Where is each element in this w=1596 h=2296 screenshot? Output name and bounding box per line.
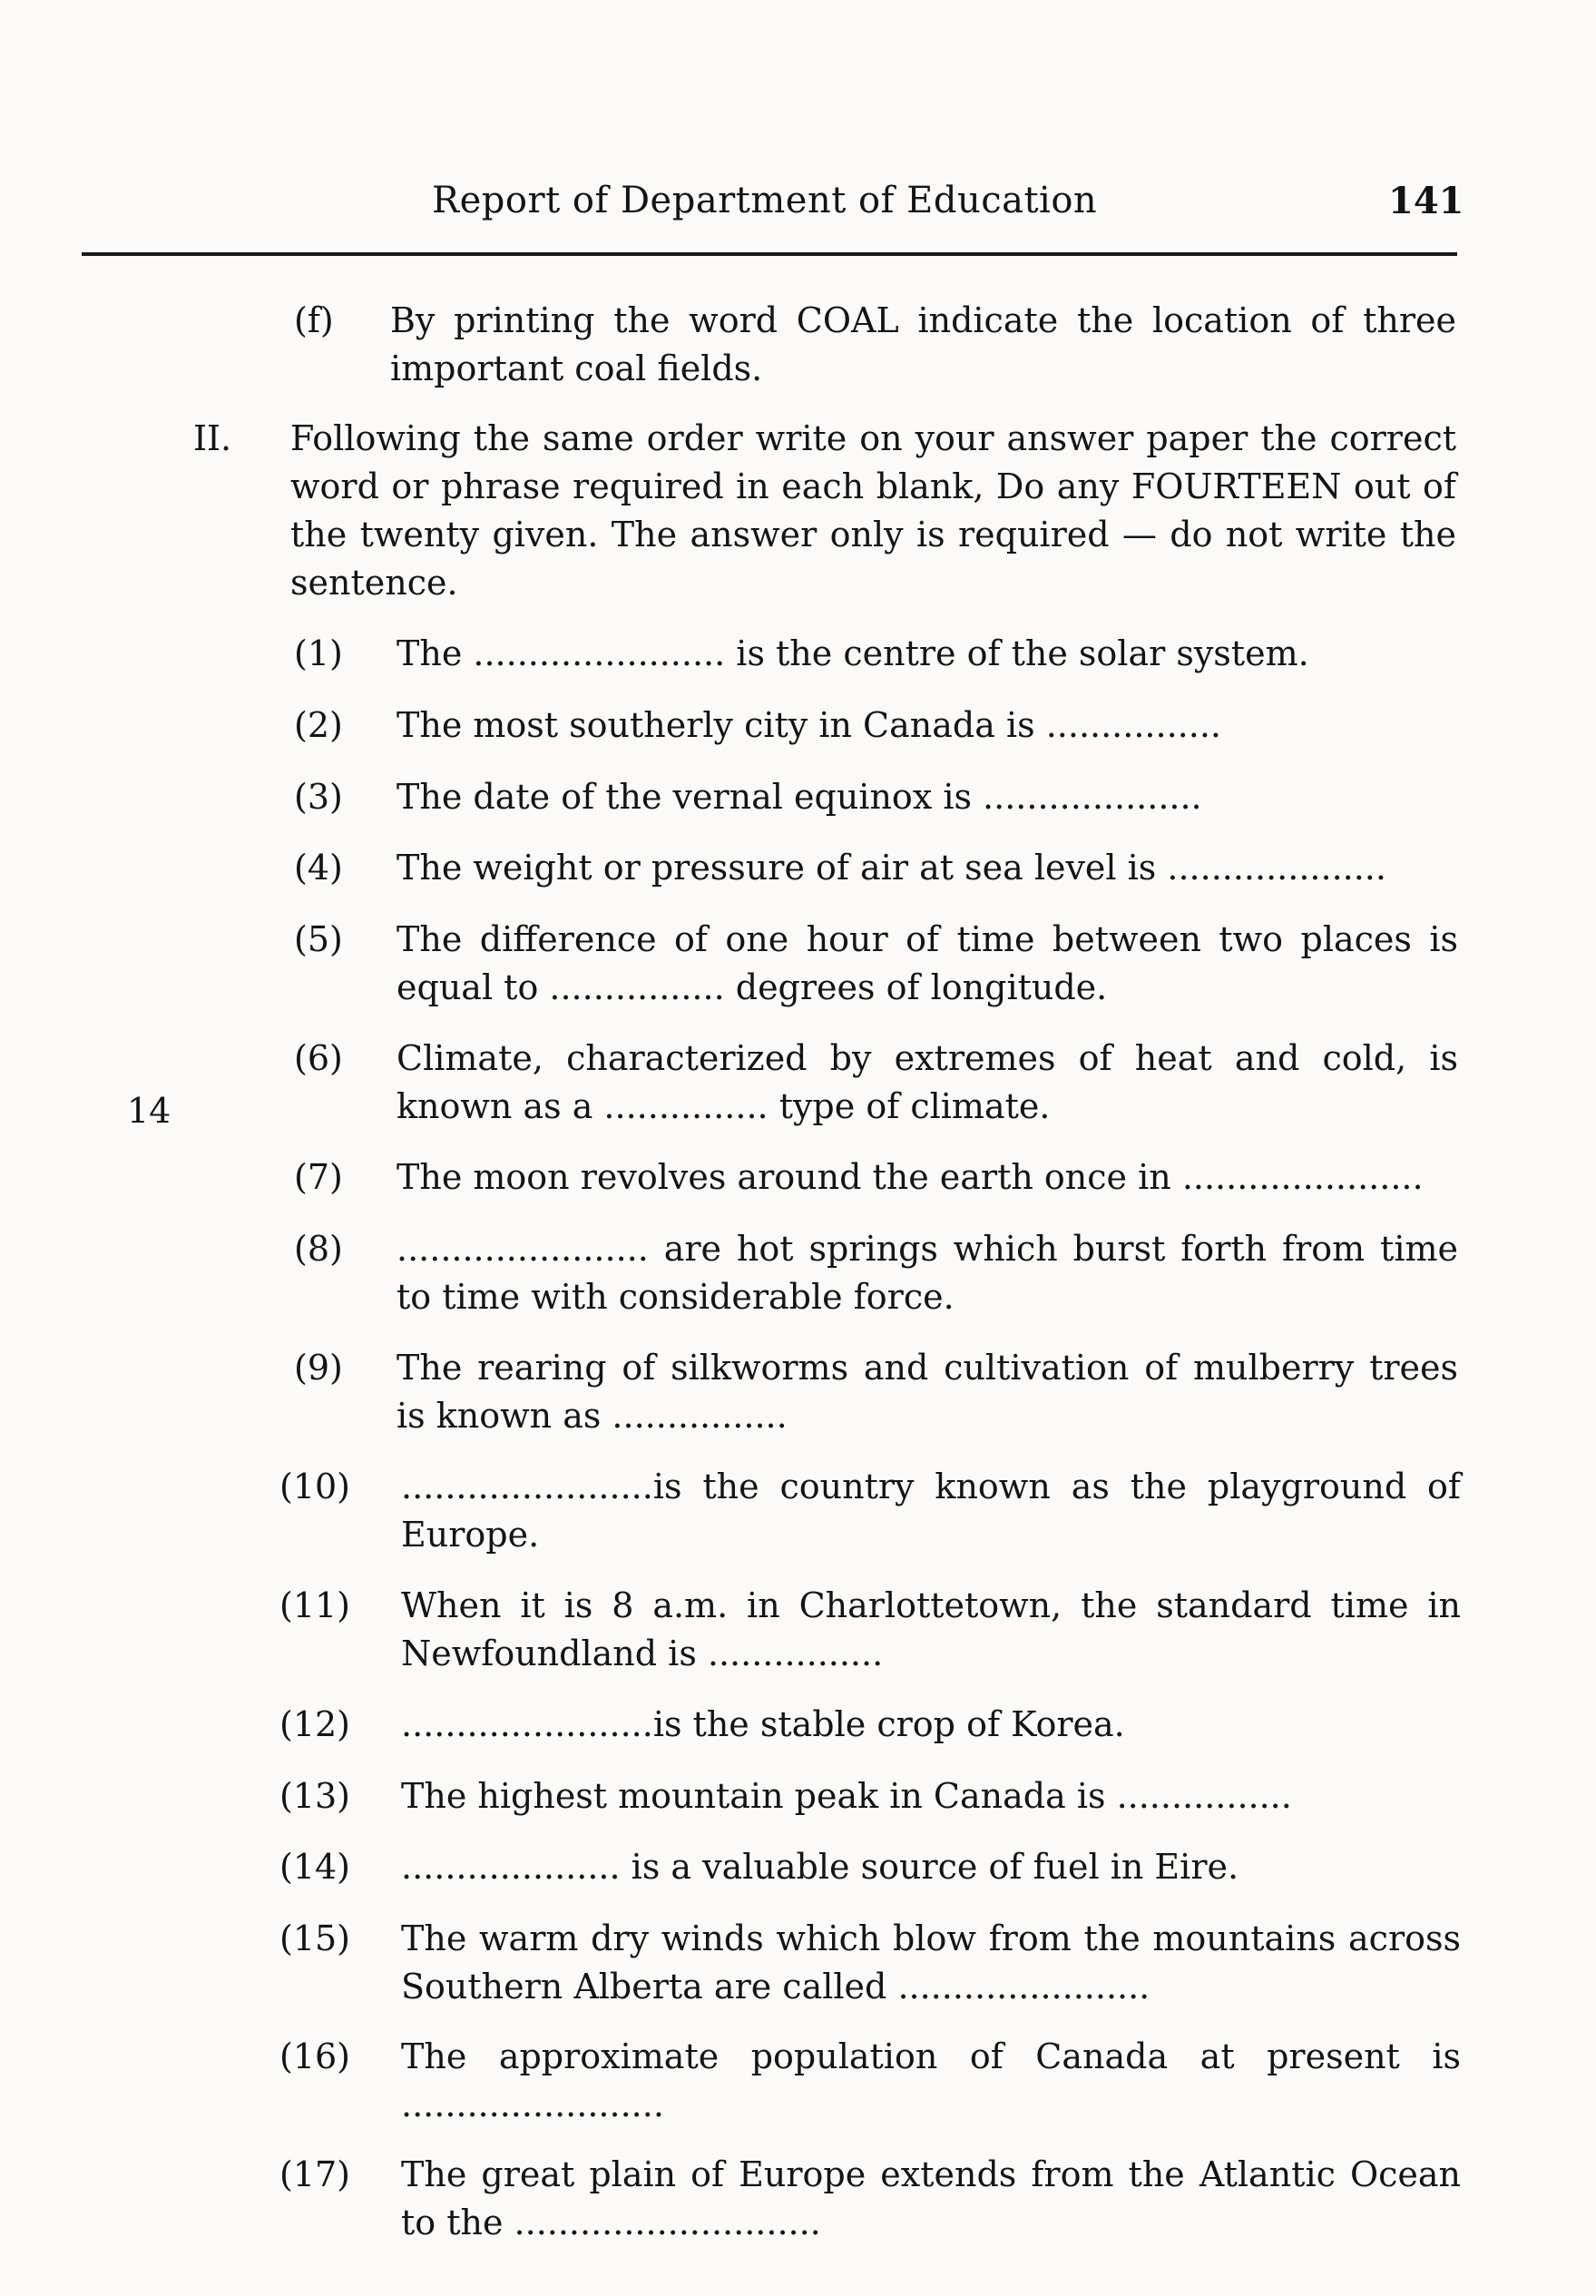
question-number: (11) xyxy=(279,1585,351,1625)
question-number: (14) xyxy=(279,1847,351,1887)
question-text: The rearing of silkworms and cultivation of mulberry trees is known as ................ xyxy=(397,1348,1458,1436)
question-number: (1) xyxy=(294,633,343,673)
header-rule xyxy=(82,252,1457,256)
question-text: The ....................... is the centre of the solar system. xyxy=(397,633,1309,673)
page-number: 141 xyxy=(1388,180,1464,222)
question-number: (17) xyxy=(279,2154,351,2194)
question-number: (15) xyxy=(279,1918,351,1958)
section-ii-instructions: Following the same order write on your answer paper the correct word or phrase required in each blank, Do any FOURTEEN out of the twenty given. The answer only is required — do not write the sentence. xyxy=(290,418,1456,603)
question-number: (16) xyxy=(279,2036,351,2076)
question-number: (7) xyxy=(294,1157,343,1197)
question-text: The approximate population of Canada at present is ........................ xyxy=(401,2036,1461,2124)
question-number: (12) xyxy=(279,1704,351,1744)
question-text: .......................is the stable crop of Korea. xyxy=(401,1704,1125,1744)
part-f-text: By printing the word COAL indicate the location of three important coal fields. xyxy=(390,300,1456,388)
question-text: .......................is the country known as the playground of Europe. xyxy=(401,1467,1461,1555)
question-text: When it is 8 a.m. in Charlottetown, the standard time in Newfoundland is ................ xyxy=(401,1585,1461,1673)
question-text: .................... is a valuable source of fuel in Eire. xyxy=(401,1847,1239,1887)
question-text: The most southerly city in Canada is ................ xyxy=(397,705,1221,745)
question-number: (5) xyxy=(294,919,343,959)
question-text: The highest mountain peak in Canada is ................ xyxy=(401,1776,1292,1816)
question-number: (9) xyxy=(294,1348,343,1388)
question-text: ....................... are hot springs which burst forth from time to time with considerable force. xyxy=(397,1229,1458,1317)
question-number: (10) xyxy=(279,1467,351,1506)
question-number: (8) xyxy=(294,1229,343,1269)
question-text: The weight or pressure of air at sea level is .................... xyxy=(397,848,1386,888)
question-number: (6) xyxy=(294,1038,343,1078)
section-ii-label: II. xyxy=(193,418,232,458)
question-number: (2) xyxy=(294,705,343,745)
question-number: (3) xyxy=(294,777,343,817)
question-text: The great plain of Europe extends from the Atlantic Ocean to the ............................ xyxy=(401,2154,1461,2242)
question-text: The moon revolves around the earth once in ...................... xyxy=(397,1157,1424,1197)
question-text: Climate, characterized by extremes of heat and cold, is known as a ............... type of climate. xyxy=(397,1038,1458,1126)
question-text: The date of the vernal equinox is .................... xyxy=(397,777,1202,817)
question-text: The warm dry winds which blow from the mountains across Southern Alberta are called ....................... xyxy=(401,1918,1461,2007)
question-number: (13) xyxy=(279,1776,351,1816)
part-f-label: (f) xyxy=(294,300,334,340)
question-text: The difference of one hour of time between two places is equal to ................ degrees of longitude. xyxy=(397,919,1458,1007)
question-number: (4) xyxy=(294,848,343,888)
margin-mark-marks: 14 xyxy=(127,1091,171,1131)
running-header-title: Report of Department of Education xyxy=(432,180,1098,221)
